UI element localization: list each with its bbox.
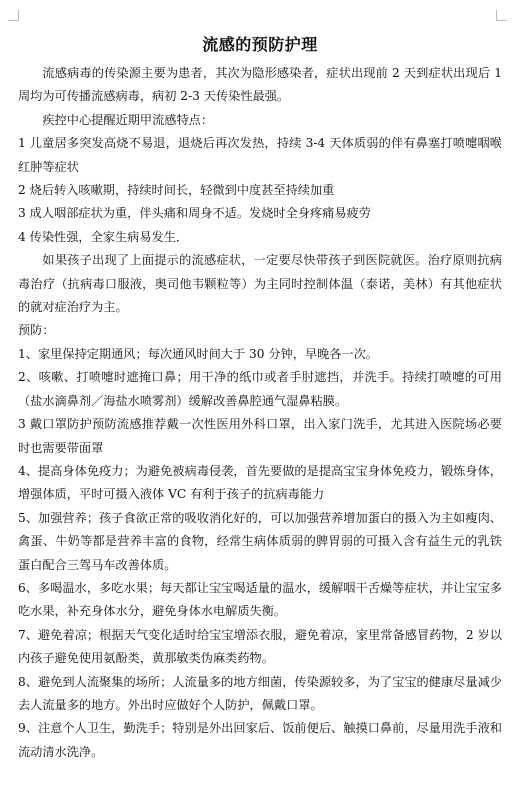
document-title: 流感的预防护理: [202, 35, 318, 54]
paragraph: 预防：: [18, 323, 55, 338]
paragraph: 如果孩子出现了上面提示的流感症状，一定要尽快带孩子到医院就医。治疗原则抗病毒治疗（抗病毒口服液，奥司他韦颗粒等）为主同时控制体温（泰诺，美林）有其他症状的就对症治疗为主。: [18, 253, 502, 315]
paragraph: 流感病毒的传染源主要为患者，其次为隐形感染者，症状出现前 2 天到症状出现后 1 周均为可传播流感病毒，病初 2-3 天传染性最强。: [18, 66, 502, 104]
paragraph: 1、家里保持定期通风；每次通风时间大于 30 分钟，早晚各一次。: [18, 346, 379, 361]
paragraph: 3 戴口罩防护预防流感推荐戴一次性医用外科口罩，出入家门洗手，尤其进入医院场必要时也需要带面罩: [18, 417, 502, 455]
paragraph: 7、避免着凉；根据天气变化适时给宝宝增添衣服，避免着凉，家里常备感冒药物，2 岁以内孩子避免使用氨酚类，黄那敏类伪麻类药物。: [18, 627, 502, 666]
paragraph: 疾控中心提醒近期甲流感特点：: [42, 112, 214, 127]
paragraph-list: [18, 62, 502, 764]
paragraph: 2、咳嗽、打喷嚏时遮掩口鼻；用干净的纸巾或者手肘遮挡，并洗手。持续打喷嚏的可用（盐水滴鼻剂／海盐水喷雾剂）缓解改善鼻腔通气湿鼻粘膜。: [18, 370, 502, 408]
paragraph: 5、加强营养；孩子食欲正常的吸收消化好的，可以加强营养增加蛋白的摄入为主如瘦肉、禽蛋、牛奶等都是营养丰富的食物，经常生病体质弱的脾胃弱的可摄入含有益生元的乳铁蛋白配合三驾马车改善体质。: [18, 510, 502, 572]
paragraph: 4、提高身体免疫力；为避免被病毒侵袭，首先要做的是提高宝宝身体免疫力，锻炼身体，增强体质，平时可摄入液体 VC 有利于孩子的抗病毒能力: [18, 463, 502, 502]
paragraph: 9、注意个人卫生，勤洗手；特别是外出回家后、饭前便后、触摸口鼻前，尽量用洗手液和流动清水洗净。: [18, 721, 502, 759]
paragraph: 3 成人咽部症状为重，伴头痛和周身不适。发烧时全身疼痛易疲劳: [18, 206, 371, 221]
paragraph: 4 传染性强，全家生病易发生．: [18, 229, 189, 244]
document-body: [18, 34, 502, 764]
page-corner-mark-top-right: [496, 10, 507, 21]
paragraph: 6、多喝温水，多吃水果；每天都让宝宝喝适量的温水，缓解咽干舌燥等症状，并让宝宝多吃水果，补充身体水分，避免身体水电解质失衡。: [18, 580, 502, 619]
paragraph: 8、避免到人流聚集的场所；人流量多的地方细菌，传染源较多，为了宝宝的健康尽量减少去人流量多的地方。外出时应做好个人防护，佩戴口罩。: [18, 674, 502, 712]
paragraph: 2 烧后转入咳嗽期，持续时间长，轻微到中度甚至持续加重: [18, 183, 335, 198]
page-corner-mark-top-left: [8, 10, 19, 21]
paragraph: 1 儿童居多突发高烧不易退，退烧后再次发热，持续 3-4 天体质弱的伴有鼻塞打喷嚏咽喉红肿等症状: [18, 136, 502, 174]
